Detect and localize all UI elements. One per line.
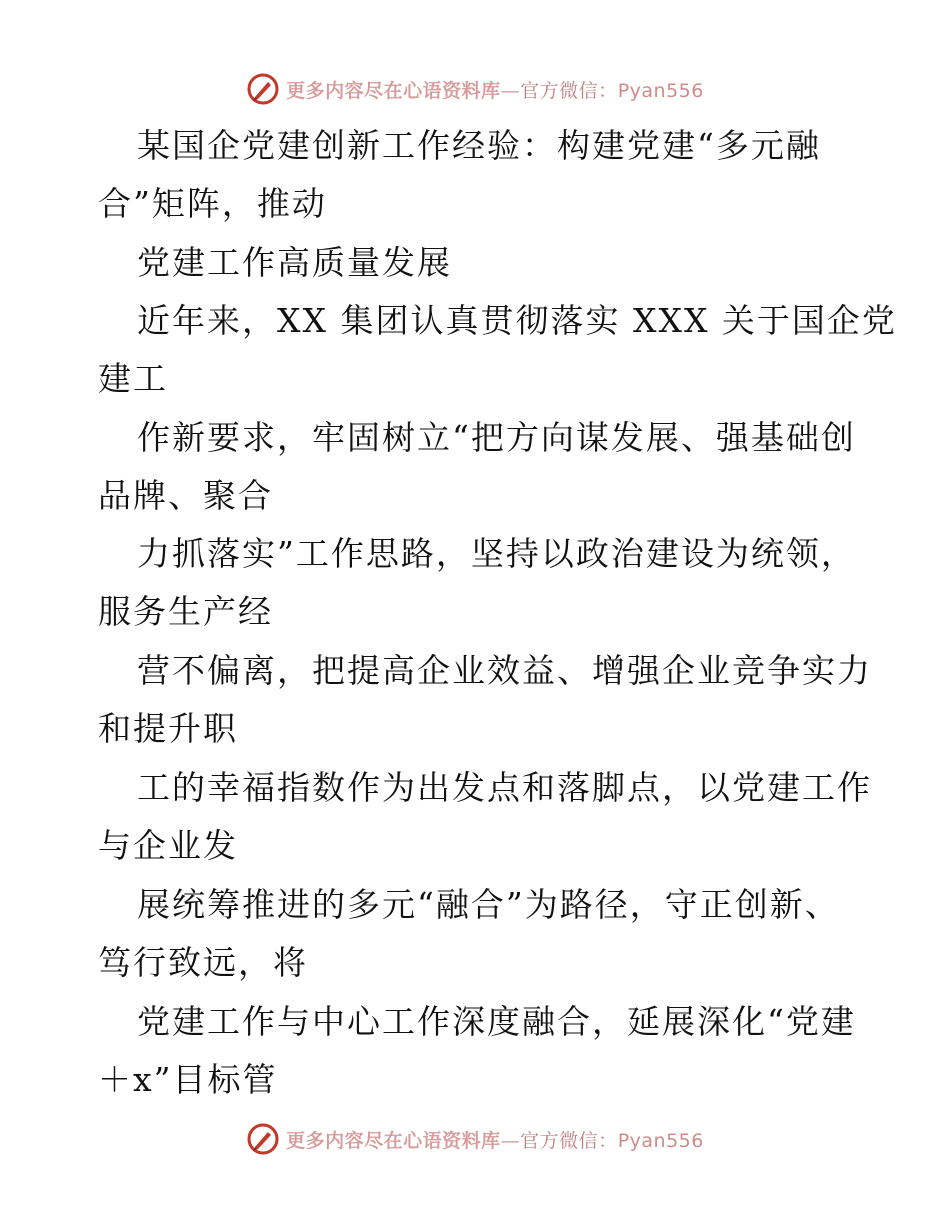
pen-logo-icon	[246, 1122, 280, 1156]
watermark-text	[286, 1126, 704, 1153]
watermark-dash: —	[500, 79, 521, 102]
paragraph-line: 品牌、聚合	[98, 476, 273, 515]
paragraph-line: ＋x”目标管	[98, 1060, 278, 1099]
document-title-line: 合”矩阵，推动	[98, 184, 327, 223]
paragraph-line: 展统筹推进的多元“融合”为路径，守正创新、	[137, 885, 840, 924]
paragraph-line: 营不偏离，把提高企业效益、增强企业竞争实力	[137, 651, 872, 690]
document-title-line: 某国企党建创新工作经验：构建党建“多元融	[137, 126, 821, 165]
watermark-label: 官方微信：	[520, 79, 618, 102]
watermark-id: Pyan556	[617, 79, 704, 102]
paragraph-line: 力抓落实”工作思路，坚持以政治建设为统领，	[137, 534, 856, 573]
paragraph-line: 作新要求，牢固树立“把方向谋发展、强基础创	[137, 418, 856, 457]
paragraph-line: 近年来，XX 集团认真贯彻落实 XXX 关于国企党	[137, 301, 897, 340]
paragraph-line: 与企业发	[98, 826, 238, 865]
watermark-text	[286, 76, 704, 103]
watermark-prefix: 更多内容尽在心语资料库	[286, 79, 501, 102]
watermark-dash: —	[500, 1129, 521, 1152]
pen-logo-icon	[246, 72, 280, 106]
watermark-label: 官方微信：	[520, 1129, 618, 1152]
paragraph-line: 党建工作与中心工作深度融合，延展深化“党建	[137, 1002, 856, 1041]
paragraph-line: 笃行致远，将	[98, 943, 308, 982]
paragraph-line: 建工	[98, 359, 168, 398]
document-title-line: 党建工作高质量发展	[137, 243, 452, 282]
header-watermark	[0, 72, 950, 106]
paragraph-line: 工的幸福指数作为出发点和落脚点，以党建工作	[137, 768, 872, 807]
watermark-id: Pyan556	[617, 1129, 704, 1152]
footer-watermark	[0, 1122, 950, 1156]
paragraph-line: 服务生产经	[98, 592, 273, 631]
watermark-prefix: 更多内容尽在心语资料库	[286, 1129, 501, 1152]
paragraph-line: 和提升职	[98, 709, 238, 748]
